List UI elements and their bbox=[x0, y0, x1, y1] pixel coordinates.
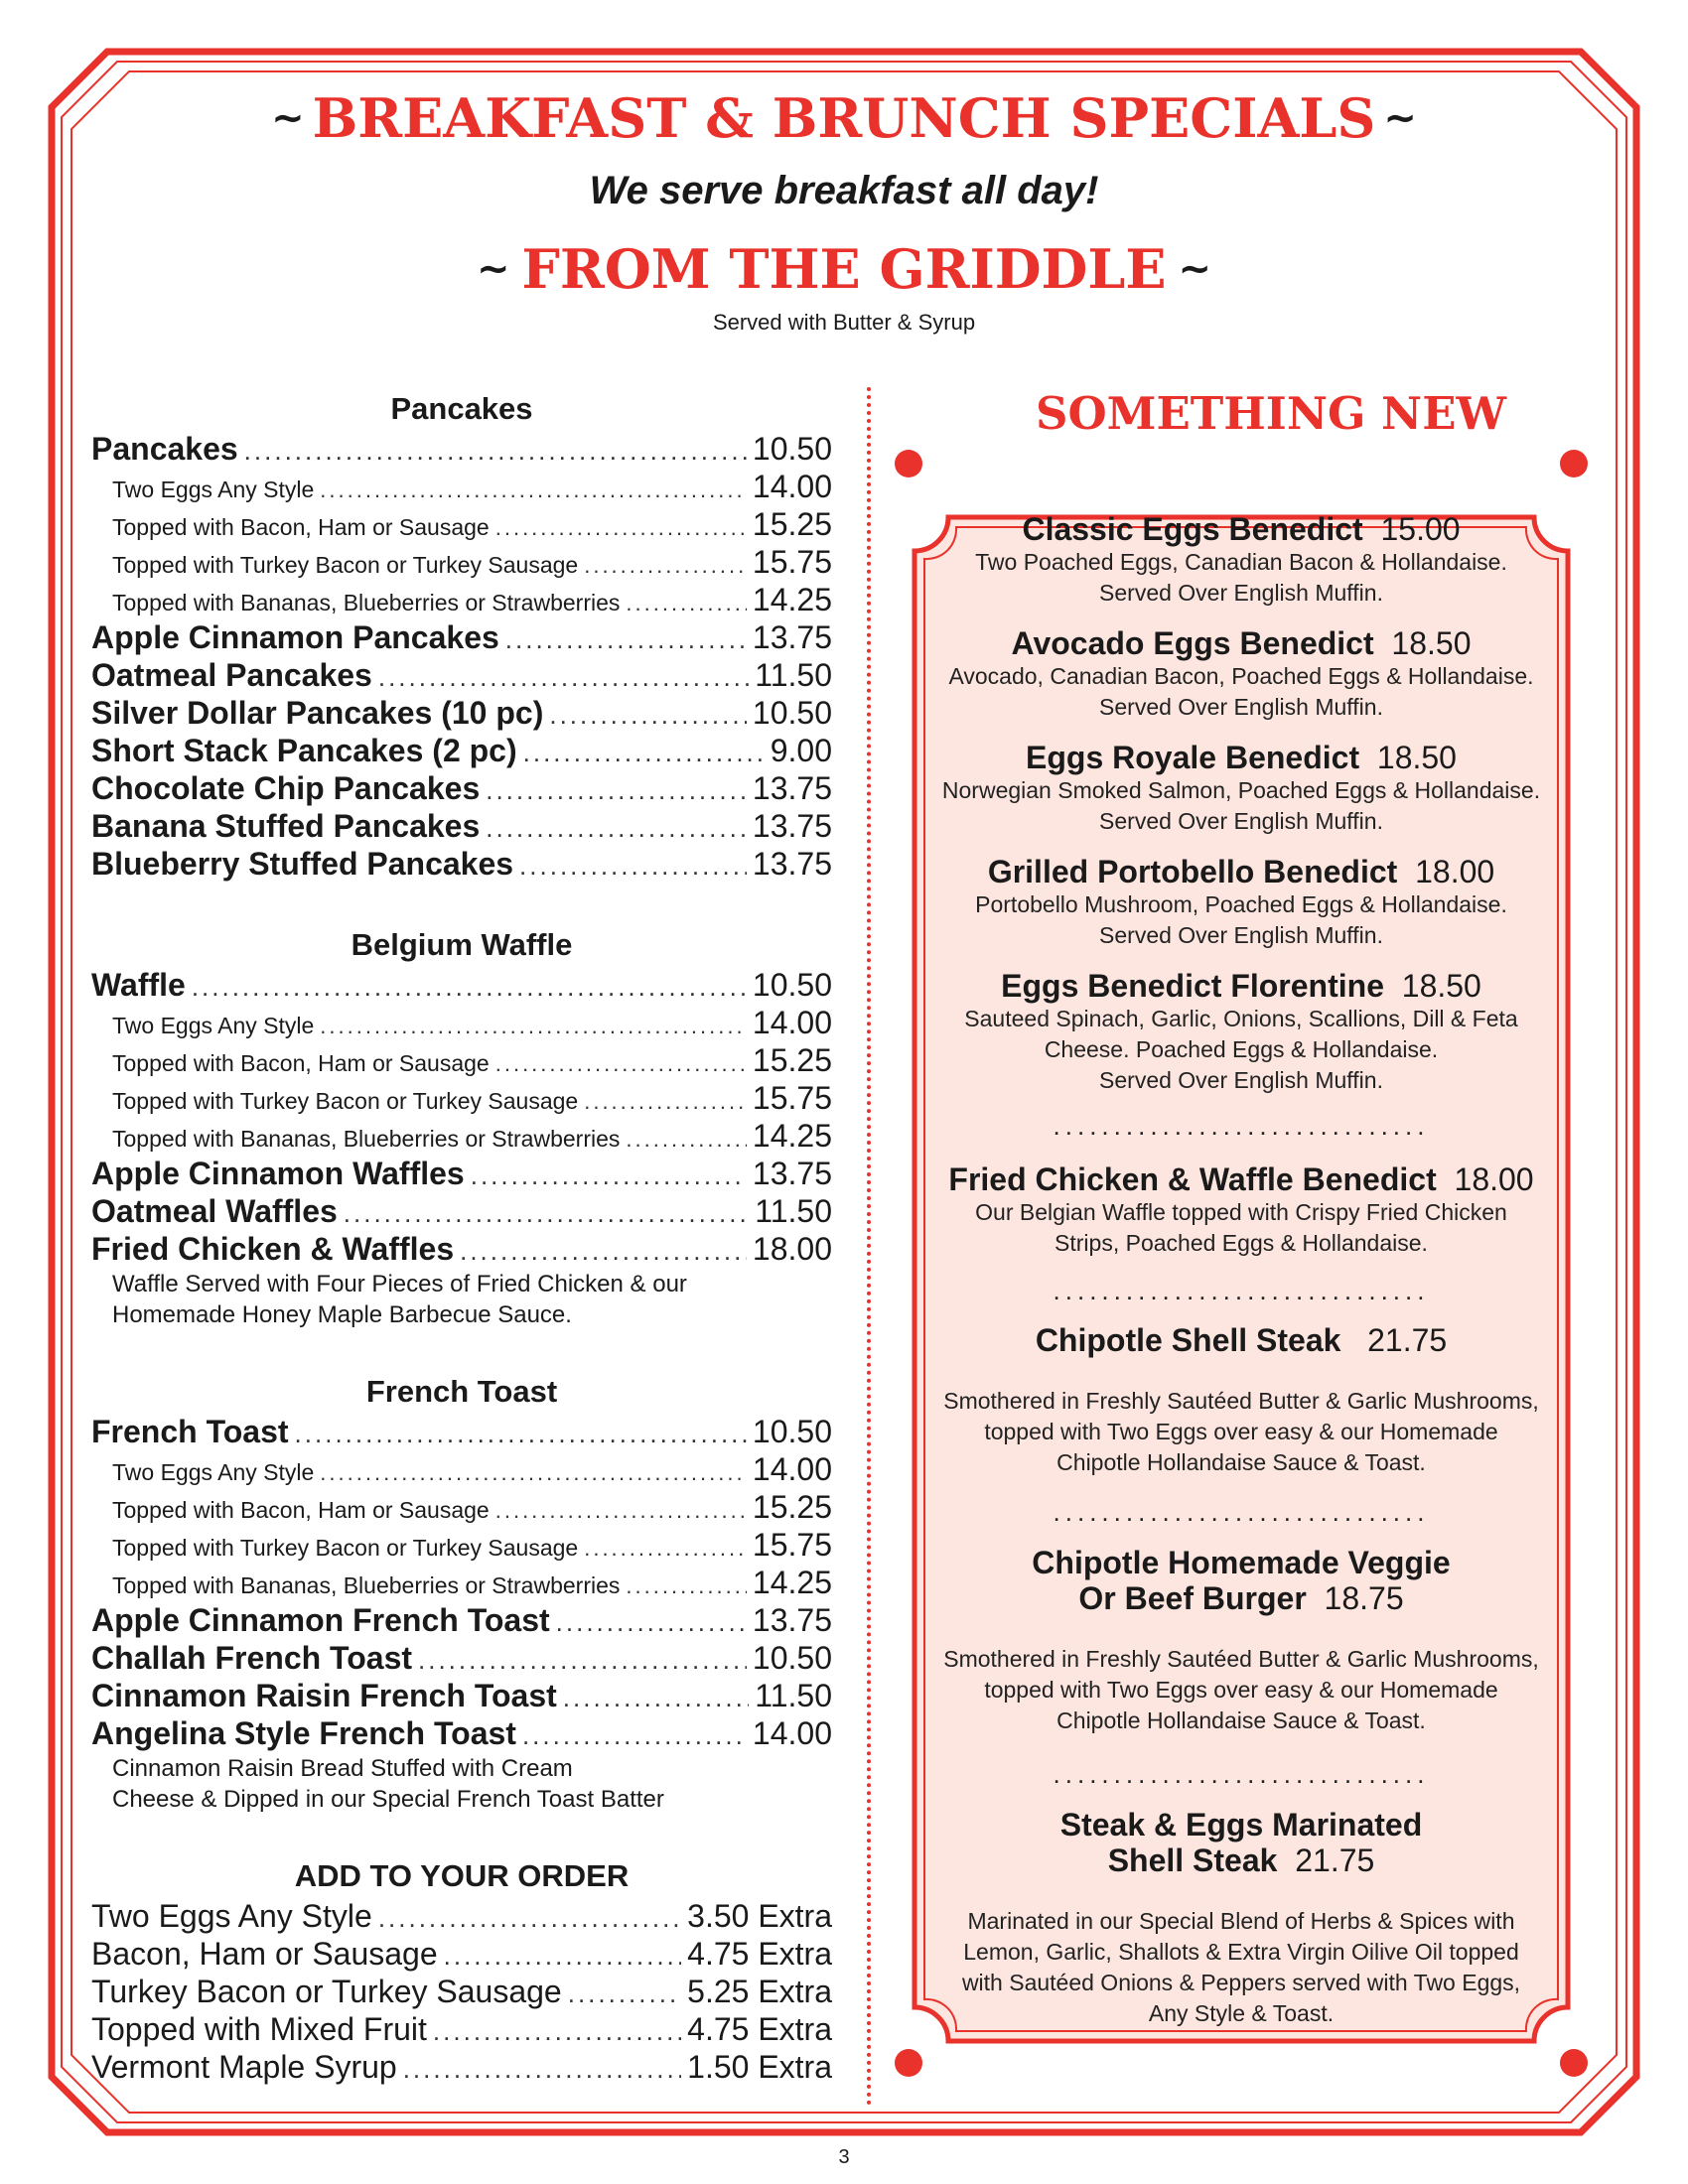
page-number: 3 bbox=[838, 2146, 850, 2168]
special-item bbox=[909, 854, 1574, 951]
menu-row: Short Stack Pancakes (2 pc) ..... 9.00 bbox=[91, 733, 832, 770]
special-price: 21.75 bbox=[1367, 1322, 1448, 1358]
dotted-separator: ............................... bbox=[1053, 1111, 1430, 1141]
special-price: 21.75 bbox=[1295, 1843, 1375, 1878]
special-name: Fried Chicken & Waffle Benedict bbox=[948, 1161, 1437, 1197]
menu-row: Topped with Bacon, Ham or Sausage ..... 15.25 bbox=[91, 1489, 832, 1527]
column-divider bbox=[867, 387, 871, 2107]
menu-row: Pancakes ..... 10.50 bbox=[91, 431, 832, 469]
menu-row: Topped with Bananas, Blueberries or Strawberries ..... 14.25 bbox=[91, 1118, 832, 1156]
special-name: Shell Steak bbox=[1107, 1843, 1278, 1878]
menu-row: Topped with Turkey Bacon or Turkey Sausage ..... 15.75 bbox=[91, 1080, 832, 1118]
special-name: Or Beef Burger bbox=[1078, 1580, 1307, 1616]
special-name: Grilled Portobello Benedict bbox=[987, 854, 1398, 889]
section-title-text: FROM THE GRIDDLE bbox=[521, 237, 1167, 301]
special-description: Any Style & Toast. bbox=[1148, 2000, 1335, 2026]
menu-row: Topped with Turkey Bacon or Turkey Sausage ..... 15.75 bbox=[91, 544, 832, 582]
waffle-heading: Belgium Waffle bbox=[351, 927, 573, 962]
special-name: Avocado Eggs Benedict bbox=[1011, 625, 1374, 661]
item-description: Cheese & Dipped in our Special French Toast Batter bbox=[112, 1786, 664, 1813]
menu-row: Blueberry Stuffed Pancakes ..... 13.75 bbox=[91, 846, 832, 884]
addon-row: Two Eggs Any Style ..... 3.50 Extra bbox=[91, 1898, 832, 1936]
special-item bbox=[909, 1807, 1574, 2029]
menu-row: Apple Cinnamon Pancakes ..... 13.75 bbox=[91, 619, 832, 657]
special-description: Avocado, Canadian Bacon, Poached Eggs & Hollandaise. bbox=[948, 663, 1534, 689]
menu-row: Banana Stuffed Pancakes ..... 13.75 bbox=[91, 808, 832, 846]
item-description: Cinnamon Raisin Bread Stuffed with Cream bbox=[112, 1755, 573, 1782]
special-description: Norwegian Smoked Salmon, Poached Eggs & Hollandaise. bbox=[941, 777, 1541, 803]
special-price: 18.00 bbox=[1454, 1161, 1534, 1197]
special-description: Sauteed Spinach, Garlic, Onions, Scallions, Dill & Feta bbox=[964, 1006, 1518, 1031]
menu-row: Oatmeal Waffles ..... 11.50 bbox=[91, 1193, 832, 1231]
main-title-text: BREAKFAST & BRUNCH SPECIALS bbox=[312, 86, 1376, 150]
menu-row: Topped with Bacon, Ham or Sausage ..... 15.25 bbox=[91, 1042, 832, 1080]
menu-row: Two Eggs Any Style ..... 14.00 bbox=[91, 469, 832, 506]
special-name: Eggs Royale Benedict bbox=[1026, 740, 1360, 775]
special-description: Smothered in Freshly Sautéed Butter & Garlic Mushrooms, bbox=[943, 1388, 1539, 1414]
special-name: Steak & Eggs Marinated bbox=[1059, 1807, 1423, 1843]
special-description: Served Over English Muffin. bbox=[1099, 694, 1383, 720]
tagline: We serve breakfast all day! bbox=[589, 169, 1099, 212]
item-description: Waffle Served with Four Pieces of Fried Chicken & our bbox=[112, 1271, 687, 1297]
corner-dot-icon bbox=[894, 449, 923, 478]
special-price: 18.50 bbox=[1401, 968, 1481, 1004]
addon-row: Bacon, Ham or Sausage ..... 4.75 Extra bbox=[91, 1936, 832, 1974]
special-description: Portobello Mushroom, Poached Eggs & Hollandaise. bbox=[975, 891, 1507, 917]
dotted-separator: ............................... bbox=[1053, 1759, 1430, 1789]
menu-row: Fried Chicken & Waffles ..... 18.00 bbox=[91, 1231, 832, 1269]
special-description: Our Belgian Waffle topped with Crispy Fried Chicken bbox=[975, 1199, 1507, 1225]
special-description: with Sautéed Onions & Peppers served with Two Eggs, bbox=[961, 1970, 1521, 1995]
main-title bbox=[0, 83, 1688, 154]
add-to-order-heading: ADD TO YOUR ORDER bbox=[294, 1858, 630, 1893]
special-description: Marinated in our Special Blend of Herbs & Spices with bbox=[967, 1908, 1515, 1934]
special-item bbox=[909, 1545, 1574, 1736]
special-description: Served Over English Muffin. bbox=[1099, 922, 1383, 948]
french-toast-heading: French Toast bbox=[365, 1374, 558, 1409]
menu-row: Topped with Turkey Bacon or Turkey Sausage ..... 15.75 bbox=[91, 1527, 832, 1565]
special-item bbox=[909, 1161, 1574, 1259]
special-name: Eggs Benedict Florentine bbox=[1001, 968, 1384, 1004]
menu-row: Topped with Bananas, Blueberries or Strawberries ..... 14.25 bbox=[91, 1565, 832, 1602]
menu-row: Apple Cinnamon Waffles ..... 13.75 bbox=[91, 1156, 832, 1193]
tilde-right: ~ bbox=[1383, 95, 1417, 141]
menu-row: Waffle ..... 10.50 bbox=[91, 967, 832, 1005]
tilde-left: ~ bbox=[271, 95, 305, 141]
special-price: 15.00 bbox=[1380, 511, 1461, 547]
griddle-column bbox=[91, 387, 832, 2087]
special-item bbox=[909, 740, 1574, 837]
menu-row: Topped with Bananas, Blueberries or Strawberries ..... 14.25 bbox=[91, 582, 832, 619]
addon-row: Vermont Maple Syrup ..... 1.50 Extra bbox=[91, 2049, 832, 2087]
special-description: Two Poached Eggs, Canadian Bacon & Hollandaise. bbox=[975, 549, 1507, 575]
menu-row: Oatmeal Pancakes ..... 11.50 bbox=[91, 657, 832, 695]
pancakes-heading: Pancakes bbox=[390, 391, 533, 426]
menu-row: Angelina Style French Toast ..... 14.00 bbox=[91, 1715, 832, 1753]
special-description: Served Over English Muffin. bbox=[1099, 1067, 1383, 1093]
special-description: topped with Two Eggs over easy & our Homemade bbox=[984, 1677, 1498, 1703]
special-price: 18.50 bbox=[1391, 625, 1472, 661]
special-description: Strips, Poached Eggs & Hollandaise. bbox=[1055, 1230, 1428, 1256]
special-description: Served Over English Muffin. bbox=[1099, 808, 1383, 834]
menu-row: Two Eggs Any Style ..... 14.00 bbox=[91, 1005, 832, 1042]
corner-dot-icon bbox=[894, 2048, 923, 2078]
special-description: Lemon, Garlic, Shallots & Extra Virgin Oilive Oil topped bbox=[963, 1939, 1519, 1965]
addon-row: Turkey Bacon or Turkey Sausage ..... 5.25 Extra bbox=[91, 1974, 832, 2011]
special-price: 18.75 bbox=[1324, 1580, 1404, 1616]
corner-dot-icon bbox=[1559, 2048, 1589, 2078]
special-description: Smothered in Freshly Sautéed Butter & Garlic Mushrooms, bbox=[943, 1646, 1539, 1672]
dotted-separator: ............................... bbox=[1053, 1276, 1430, 1305]
something-new-heading: SOMETHING NEW bbox=[1035, 387, 1507, 440]
section-title bbox=[0, 234, 1688, 305]
tilde-right: ~ bbox=[1178, 246, 1212, 292]
special-name: Chipotle Shell Steak bbox=[1035, 1322, 1341, 1358]
special-name: Chipotle Homemade Veggie bbox=[1032, 1545, 1451, 1580]
menu-row: Apple Cinnamon French Toast ..... 13.75 bbox=[91, 1602, 832, 1640]
special-item bbox=[909, 625, 1574, 723]
special-item bbox=[909, 968, 1574, 1096]
item-description: Homemade Honey Maple Barbecue Sauce. bbox=[112, 1301, 572, 1328]
menu-row: Challah French Toast ..... 10.50 bbox=[91, 1640, 832, 1678]
section-note: Served with Butter & Syrup bbox=[712, 310, 976, 335]
special-item bbox=[909, 511, 1574, 609]
menu-row: Topped with Bacon, Ham or Sausage ..... 15.25 bbox=[91, 506, 832, 544]
menu-row: Cinnamon Raisin French Toast ..... 11.50 bbox=[91, 1678, 832, 1715]
menu-row: Two Eggs Any Style ..... 14.00 bbox=[91, 1451, 832, 1489]
special-name: Classic Eggs Benedict bbox=[1022, 511, 1363, 547]
special-price: 18.50 bbox=[1376, 740, 1457, 775]
special-price: 18.00 bbox=[1415, 854, 1495, 889]
addon-row: Topped with Mixed Fruit ..... 4.75 Extra bbox=[91, 2011, 832, 2049]
menu-row: Silver Dollar Pancakes (10 pc) ..... 10.50 bbox=[91, 695, 832, 733]
dotted-separator: ............................... bbox=[1053, 1497, 1430, 1527]
corner-dot-icon bbox=[1559, 449, 1589, 478]
menu-row: French Toast ..... 10.50 bbox=[91, 1414, 832, 1451]
special-description: Cheese. Poached Eggs & Hollandaise. bbox=[1044, 1036, 1439, 1062]
special-description: Chipotle Hollandaise Sauce & Toast. bbox=[1056, 1449, 1426, 1475]
special-item bbox=[909, 1322, 1574, 1478]
special-description: Served Over English Muffin. bbox=[1099, 580, 1383, 606]
special-description: Chipotle Hollandaise Sauce & Toast. bbox=[1056, 1707, 1426, 1733]
menu-row: Chocolate Chip Pancakes ..... 13.75 bbox=[91, 770, 832, 808]
special-description: topped with Two Eggs over easy & our Homemade bbox=[984, 1419, 1498, 1444]
tilde-left: ~ bbox=[476, 246, 510, 292]
